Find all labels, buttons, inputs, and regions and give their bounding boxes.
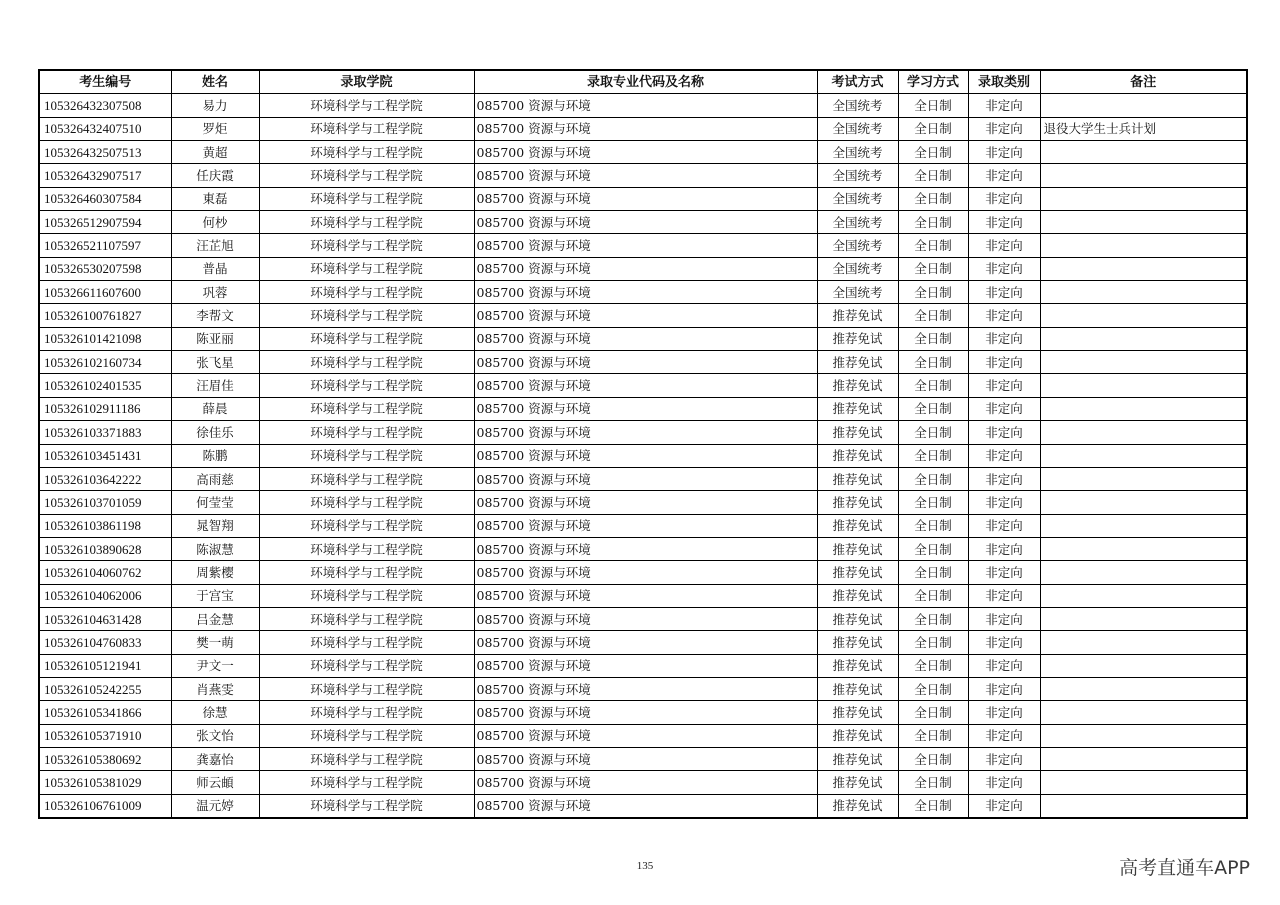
cell-remarks <box>1040 747 1247 770</box>
cell-study-mode: 全日制 <box>898 397 968 420</box>
table-row <box>39 164 1247 187</box>
cell-exam-type: 推荐免试 <box>817 374 898 397</box>
cell-major: 085700 资源与环境 <box>474 304 817 327</box>
cell-exam-type: 推荐免试 <box>817 304 898 327</box>
table-row <box>39 514 1247 537</box>
header-name: 姓名 <box>171 70 259 94</box>
cell-college: 环境科学与工程学院 <box>259 467 474 490</box>
cell-candidate-id: 105326432307508 <box>39 94 171 117</box>
table-row <box>39 117 1247 140</box>
table-row <box>39 141 1247 164</box>
cell-name: 陈鹏 <box>171 444 259 467</box>
cell-name: 東磊 <box>171 187 259 210</box>
cell-study-mode: 全日制 <box>898 537 968 560</box>
cell-major: 085700 资源与环境 <box>474 491 817 514</box>
cell-exam-type: 推荐免试 <box>817 631 898 654</box>
cell-exam-type: 推荐免试 <box>817 514 898 537</box>
cell-category: 非定向 <box>968 187 1040 210</box>
cell-major: 085700 资源与环境 <box>474 514 817 537</box>
page-number: 135 <box>636 860 654 872</box>
table-row <box>39 607 1247 630</box>
watermark-text: 高考直通车APP <box>1119 857 1250 879</box>
cell-category: 非定向 <box>968 677 1040 700</box>
cell-category: 非定向 <box>968 584 1040 607</box>
cell-major: 085700 资源与环境 <box>474 561 817 584</box>
table-row <box>39 724 1247 747</box>
table-row <box>39 794 1247 818</box>
cell-major: 085700 资源与环境 <box>474 117 817 140</box>
cell-name: 黄超 <box>171 141 259 164</box>
cell-category: 非定向 <box>968 281 1040 304</box>
cell-candidate-id: 105326106761009 <box>39 794 171 818</box>
cell-exam-type: 全国统考 <box>817 257 898 280</box>
cell-category: 非定向 <box>968 724 1040 747</box>
cell-major: 085700 资源与环境 <box>474 724 817 747</box>
cell-college: 环境科学与工程学院 <box>259 444 474 467</box>
cell-college: 环境科学与工程学院 <box>259 374 474 397</box>
header-major: 录取专业代码及名称 <box>474 70 817 94</box>
cell-name: 陈淑慧 <box>171 537 259 560</box>
cell-remarks <box>1040 771 1247 794</box>
cell-study-mode: 全日制 <box>898 211 968 234</box>
cell-name: 汪眉佳 <box>171 374 259 397</box>
cell-remarks <box>1040 351 1247 374</box>
header-remarks: 备注 <box>1040 70 1247 94</box>
cell-major: 085700 资源与环境 <box>474 584 817 607</box>
cell-remarks <box>1040 187 1247 210</box>
cell-major: 085700 资源与环境 <box>474 607 817 630</box>
table-row <box>39 327 1247 350</box>
table-row <box>39 677 1247 700</box>
cell-candidate-id: 105326105242255 <box>39 677 171 700</box>
cell-study-mode: 全日制 <box>898 701 968 724</box>
cell-exam-type: 推荐免试 <box>817 467 898 490</box>
cell-major: 085700 资源与环境 <box>474 327 817 350</box>
cell-remarks <box>1040 374 1247 397</box>
cell-major: 085700 资源与环境 <box>474 654 817 677</box>
table-row <box>39 561 1247 584</box>
cell-name: 高雨慈 <box>171 467 259 490</box>
cell-category: 非定向 <box>968 561 1040 584</box>
cell-candidate-id: 105326104060762 <box>39 561 171 584</box>
cell-college: 环境科学与工程学院 <box>259 397 474 420</box>
cell-college: 环境科学与工程学院 <box>259 771 474 794</box>
cell-remarks <box>1040 724 1247 747</box>
table-row <box>39 584 1247 607</box>
cell-study-mode: 全日制 <box>898 421 968 444</box>
cell-name: 师云頔 <box>171 771 259 794</box>
table-row <box>39 444 1247 467</box>
cell-exam-type: 推荐免试 <box>817 491 898 514</box>
cell-candidate-id: 105326432907517 <box>39 164 171 187</box>
cell-remarks <box>1040 584 1247 607</box>
cell-college: 环境科学与工程学院 <box>259 537 474 560</box>
table-row <box>39 771 1247 794</box>
cell-exam-type: 全国统考 <box>817 94 898 117</box>
cell-name: 任庆霞 <box>171 164 259 187</box>
cell-name: 汪芷旭 <box>171 234 259 257</box>
cell-exam-type: 推荐免试 <box>817 421 898 444</box>
table-row <box>39 234 1247 257</box>
table-row <box>39 421 1247 444</box>
cell-college: 环境科学与工程学院 <box>259 94 474 117</box>
table-row <box>39 257 1247 280</box>
header-college: 录取学院 <box>259 70 474 94</box>
cell-candidate-id: 105326104062006 <box>39 584 171 607</box>
table-row <box>39 537 1247 560</box>
cell-major: 085700 资源与环境 <box>474 747 817 770</box>
header-candidate-id: 考生编号 <box>39 70 171 94</box>
cell-college: 环境科学与工程学院 <box>259 164 474 187</box>
cell-study-mode: 全日制 <box>898 141 968 164</box>
cell-exam-type: 推荐免试 <box>817 771 898 794</box>
cell-candidate-id: 105326103451431 <box>39 444 171 467</box>
cell-college: 环境科学与工程学院 <box>259 281 474 304</box>
cell-exam-type: 推荐免试 <box>817 561 898 584</box>
cell-remarks: 退役大学生士兵计划 <box>1040 117 1247 140</box>
cell-category: 非定向 <box>968 351 1040 374</box>
cell-exam-type: 全国统考 <box>817 164 898 187</box>
cell-remarks <box>1040 701 1247 724</box>
cell-college: 环境科学与工程学院 <box>259 304 474 327</box>
cell-remarks <box>1040 537 1247 560</box>
cell-major: 085700 资源与环境 <box>474 234 817 257</box>
cell-exam-type: 推荐免试 <box>817 701 898 724</box>
cell-remarks <box>1040 211 1247 234</box>
cell-name: 何杪 <box>171 211 259 234</box>
cell-major: 085700 资源与环境 <box>474 187 817 210</box>
cell-category: 非定向 <box>968 491 1040 514</box>
table-row <box>39 304 1247 327</box>
cell-exam-type: 推荐免试 <box>817 584 898 607</box>
table-row <box>39 467 1247 490</box>
cell-name: 肖燕雯 <box>171 677 259 700</box>
cell-candidate-id: 105326105381029 <box>39 771 171 794</box>
cell-category: 非定向 <box>968 141 1040 164</box>
cell-name: 何莹莹 <box>171 491 259 514</box>
cell-exam-type: 全国统考 <box>817 117 898 140</box>
cell-category: 非定向 <box>968 631 1040 654</box>
cell-study-mode: 全日制 <box>898 164 968 187</box>
cell-candidate-id: 105326103861198 <box>39 514 171 537</box>
cell-name: 徐佳乐 <box>171 421 259 444</box>
cell-study-mode: 全日制 <box>898 444 968 467</box>
table-body <box>39 94 1247 818</box>
cell-exam-type: 推荐免试 <box>817 327 898 350</box>
cell-remarks <box>1040 491 1247 514</box>
cell-college: 环境科学与工程学院 <box>259 701 474 724</box>
cell-exam-type: 推荐免试 <box>817 724 898 747</box>
cell-study-mode: 全日制 <box>898 94 968 117</box>
cell-study-mode: 全日制 <box>898 607 968 630</box>
cell-study-mode: 全日制 <box>898 584 968 607</box>
cell-candidate-id: 105326103890628 <box>39 537 171 560</box>
cell-remarks <box>1040 164 1247 187</box>
cell-major: 085700 资源与环境 <box>474 164 817 187</box>
cell-category: 非定向 <box>968 374 1040 397</box>
cell-remarks <box>1040 234 1247 257</box>
cell-major: 085700 资源与环境 <box>474 374 817 397</box>
table-row <box>39 397 1247 420</box>
table-row <box>39 654 1247 677</box>
cell-candidate-id: 105326105380692 <box>39 747 171 770</box>
cell-candidate-id: 105326101421098 <box>39 327 171 350</box>
cell-exam-type: 推荐免试 <box>817 607 898 630</box>
cell-candidate-id: 105326105121941 <box>39 654 171 677</box>
cell-candidate-id: 105326103642222 <box>39 467 171 490</box>
cell-study-mode: 全日制 <box>898 631 968 654</box>
cell-remarks <box>1040 794 1247 818</box>
cell-candidate-id: 105326102401535 <box>39 374 171 397</box>
cell-candidate-id: 105326100761827 <box>39 304 171 327</box>
cell-name: 李帮文 <box>171 304 259 327</box>
cell-name: 周紫樱 <box>171 561 259 584</box>
cell-name: 张文怡 <box>171 724 259 747</box>
cell-college: 环境科学与工程学院 <box>259 211 474 234</box>
cell-study-mode: 全日制 <box>898 374 968 397</box>
cell-study-mode: 全日制 <box>898 327 968 350</box>
table-row <box>39 94 1247 117</box>
cell-major: 085700 资源与环境 <box>474 94 817 117</box>
cell-major: 085700 资源与环境 <box>474 421 817 444</box>
cell-college: 环境科学与工程学院 <box>259 561 474 584</box>
cell-candidate-id: 105326104631428 <box>39 607 171 630</box>
cell-category: 非定向 <box>968 257 1040 280</box>
cell-exam-type: 推荐免试 <box>817 537 898 560</box>
cell-study-mode: 全日制 <box>898 561 968 584</box>
cell-category: 非定向 <box>968 117 1040 140</box>
cell-candidate-id: 105326103371883 <box>39 421 171 444</box>
cell-remarks <box>1040 397 1247 420</box>
cell-name: 罗炬 <box>171 117 259 140</box>
cell-major: 085700 资源与环境 <box>474 467 817 490</box>
cell-category: 非定向 <box>968 211 1040 234</box>
cell-exam-type: 全国统考 <box>817 211 898 234</box>
cell-category: 非定向 <box>968 747 1040 770</box>
cell-major: 085700 资源与环境 <box>474 537 817 560</box>
cell-category: 非定向 <box>968 771 1040 794</box>
cell-major: 085700 资源与环境 <box>474 771 817 794</box>
cell-name: 樊一萌 <box>171 631 259 654</box>
cell-name: 晁智翔 <box>171 514 259 537</box>
cell-remarks <box>1040 607 1247 630</box>
cell-remarks <box>1040 94 1247 117</box>
cell-major: 085700 资源与环境 <box>474 257 817 280</box>
table-row <box>39 491 1247 514</box>
cell-candidate-id: 105326521107597 <box>39 234 171 257</box>
header-study-mode: 学习方式 <box>898 70 968 94</box>
header-category: 录取类别 <box>968 70 1040 94</box>
cell-major: 085700 资源与环境 <box>474 281 817 304</box>
cell-name: 于宫宝 <box>171 584 259 607</box>
cell-remarks <box>1040 141 1247 164</box>
cell-candidate-id: 105326102160734 <box>39 351 171 374</box>
cell-candidate-id: 105326432407510 <box>39 117 171 140</box>
cell-remarks <box>1040 561 1247 584</box>
cell-major: 085700 资源与环境 <box>474 351 817 374</box>
cell-exam-type: 推荐免试 <box>817 351 898 374</box>
table-row <box>39 281 1247 304</box>
cell-category: 非定向 <box>968 537 1040 560</box>
cell-category: 非定向 <box>968 94 1040 117</box>
cell-category: 非定向 <box>968 397 1040 420</box>
cell-study-mode: 全日制 <box>898 724 968 747</box>
cell-study-mode: 全日制 <box>898 491 968 514</box>
cell-remarks <box>1040 467 1247 490</box>
cell-college: 环境科学与工程学院 <box>259 514 474 537</box>
cell-study-mode: 全日制 <box>898 351 968 374</box>
cell-college: 环境科学与工程学院 <box>259 747 474 770</box>
cell-study-mode: 全日制 <box>898 281 968 304</box>
cell-remarks <box>1040 444 1247 467</box>
admission-table <box>38 69 1248 819</box>
cell-category: 非定向 <box>968 444 1040 467</box>
cell-study-mode: 全日制 <box>898 794 968 818</box>
cell-category: 非定向 <box>968 421 1040 444</box>
cell-candidate-id: 105326432507513 <box>39 141 171 164</box>
cell-remarks <box>1040 257 1247 280</box>
cell-remarks <box>1040 304 1247 327</box>
cell-major: 085700 资源与环境 <box>474 794 817 818</box>
cell-candidate-id: 105326105371910 <box>39 724 171 747</box>
cell-college: 环境科学与工程学院 <box>259 257 474 280</box>
cell-study-mode: 全日制 <box>898 514 968 537</box>
cell-category: 非定向 <box>968 794 1040 818</box>
cell-remarks <box>1040 654 1247 677</box>
cell-name: 龚嘉怡 <box>171 747 259 770</box>
cell-college: 环境科学与工程学院 <box>259 187 474 210</box>
cell-study-mode: 全日制 <box>898 257 968 280</box>
cell-major: 085700 资源与环境 <box>474 701 817 724</box>
cell-college: 环境科学与工程学院 <box>259 234 474 257</box>
cell-name: 温元婷 <box>171 794 259 818</box>
cell-name: 陈亚丽 <box>171 327 259 350</box>
cell-college: 环境科学与工程学院 <box>259 141 474 164</box>
cell-remarks <box>1040 281 1247 304</box>
cell-name: 尹文一 <box>171 654 259 677</box>
cell-name: 吕金慧 <box>171 607 259 630</box>
cell-exam-type: 推荐免试 <box>817 747 898 770</box>
cell-study-mode: 全日制 <box>898 117 968 140</box>
table-row <box>39 747 1247 770</box>
cell-candidate-id: 105326103701059 <box>39 491 171 514</box>
cell-exam-type: 推荐免试 <box>817 397 898 420</box>
cell-major: 085700 资源与环境 <box>474 211 817 234</box>
cell-major: 085700 资源与环境 <box>474 444 817 467</box>
cell-college: 环境科学与工程学院 <box>259 491 474 514</box>
cell-college: 环境科学与工程学院 <box>259 607 474 630</box>
cell-category: 非定向 <box>968 467 1040 490</box>
cell-major: 085700 资源与环境 <box>474 141 817 164</box>
cell-college: 环境科学与工程学院 <box>259 631 474 654</box>
header-exam-type: 考试方式 <box>817 70 898 94</box>
cell-category: 非定向 <box>968 164 1040 187</box>
table-row <box>39 187 1247 210</box>
cell-college: 环境科学与工程学院 <box>259 327 474 350</box>
cell-name: 薛晨 <box>171 397 259 420</box>
cell-name: 巩蓉 <box>171 281 259 304</box>
cell-category: 非定向 <box>968 607 1040 630</box>
cell-college: 环境科学与工程学院 <box>259 724 474 747</box>
cell-candidate-id: 105326105341866 <box>39 701 171 724</box>
cell-study-mode: 全日制 <box>898 234 968 257</box>
cell-category: 非定向 <box>968 654 1040 677</box>
cell-remarks <box>1040 327 1247 350</box>
cell-category: 非定向 <box>968 304 1040 327</box>
cell-remarks <box>1040 631 1247 654</box>
table-row <box>39 351 1247 374</box>
cell-category: 非定向 <box>968 327 1040 350</box>
cell-study-mode: 全日制 <box>898 771 968 794</box>
cell-name: 易力 <box>171 94 259 117</box>
table-row <box>39 631 1247 654</box>
cell-name: 普晶 <box>171 257 259 280</box>
cell-exam-type: 推荐免试 <box>817 654 898 677</box>
cell-category: 非定向 <box>968 701 1040 724</box>
cell-category: 非定向 <box>968 514 1040 537</box>
cell-remarks <box>1040 421 1247 444</box>
cell-exam-type: 推荐免试 <box>817 794 898 818</box>
cell-study-mode: 全日制 <box>898 654 968 677</box>
cell-major: 085700 资源与环境 <box>474 397 817 420</box>
cell-name: 徐慧 <box>171 701 259 724</box>
cell-study-mode: 全日制 <box>898 187 968 210</box>
cell-college: 环境科学与工程学院 <box>259 654 474 677</box>
cell-remarks <box>1040 514 1247 537</box>
cell-exam-type: 推荐免试 <box>817 677 898 700</box>
cell-candidate-id: 105326460307584 <box>39 187 171 210</box>
cell-major: 085700 资源与环境 <box>474 631 817 654</box>
cell-college: 环境科学与工程学院 <box>259 677 474 700</box>
cell-college: 环境科学与工程学院 <box>259 117 474 140</box>
cell-candidate-id: 105326611607600 <box>39 281 171 304</box>
cell-college: 环境科学与工程学院 <box>259 351 474 374</box>
cell-college: 环境科学与工程学院 <box>259 794 474 818</box>
cell-study-mode: 全日制 <box>898 467 968 490</box>
cell-exam-type: 全国统考 <box>817 234 898 257</box>
table-row <box>39 374 1247 397</box>
cell-category: 非定向 <box>968 234 1040 257</box>
cell-study-mode: 全日制 <box>898 677 968 700</box>
table-row <box>39 211 1247 234</box>
cell-name: 张飞星 <box>171 351 259 374</box>
cell-candidate-id: 105326512907594 <box>39 211 171 234</box>
cell-college: 环境科学与工程学院 <box>259 421 474 444</box>
table-row <box>39 701 1247 724</box>
cell-candidate-id: 105326530207598 <box>39 257 171 280</box>
cell-college: 环境科学与工程学院 <box>259 584 474 607</box>
cell-remarks <box>1040 677 1247 700</box>
cell-candidate-id: 105326104760833 <box>39 631 171 654</box>
cell-study-mode: 全日制 <box>898 304 968 327</box>
cell-exam-type: 推荐免试 <box>817 444 898 467</box>
cell-exam-type: 全国统考 <box>817 281 898 304</box>
cell-exam-type: 全国统考 <box>817 141 898 164</box>
cell-study-mode: 全日制 <box>898 747 968 770</box>
table-header-row <box>39 70 1247 94</box>
cell-exam-type: 全国统考 <box>817 187 898 210</box>
cell-major: 085700 资源与环境 <box>474 677 817 700</box>
cell-candidate-id: 105326102911186 <box>39 397 171 420</box>
